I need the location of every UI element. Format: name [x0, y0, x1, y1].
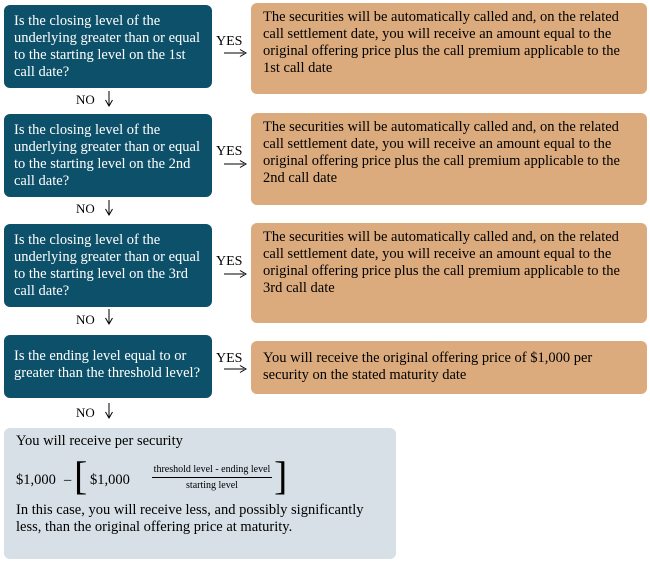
yes-arrow-1 [224, 48, 250, 58]
final-outcome-box [4, 428, 396, 559]
formula-minus: – [64, 472, 72, 488]
yes-arrow-2 [224, 159, 250, 169]
yes-label-4: YES [216, 351, 243, 366]
yes-arrow-3 [224, 269, 250, 279]
no-label-1: NO [76, 92, 95, 107]
no-arrow-2 [104, 200, 114, 216]
final-conclusion: In this case, you will receive less, and possibly significantly less, than the original offering price at maturity. [16, 502, 364, 535]
formula-left-bracket: [ [74, 453, 88, 498]
outcome-box-3: The securities will be automatically called and, on the related call settlement date, you will receive an amount equal to the original offering price plus the call premium applicable to the 3rd call date [251, 223, 647, 323]
yes-label-2: YES [216, 144, 243, 159]
formula-amount-outer: $1,000 [16, 472, 56, 488]
no-label-4: NO [76, 405, 95, 420]
yes-arrow-4 [224, 364, 250, 374]
no-arrow-1 [104, 91, 114, 107]
no-label-2: NO [76, 201, 95, 216]
outcome-box-1: The securities will be automatically called and, on the related call settlement date, you will receive an amount equal to the original offering price plus the call premium applicable to the 1st call date [251, 3, 647, 94]
formula-fraction-bar [152, 477, 272, 478]
outcome-box-2: The securities will be automatically called and, on the related call settlement date, you will receive an amount equal to the original offering price plus the call premium applicable to the 2nd call date [251, 113, 647, 205]
question-box-3: Is the closing level of the underlying greater than or equal to the starting level on the 3rd call date? [4, 224, 212, 307]
yes-label-1: YES [216, 34, 243, 49]
final-intro: You will receive per security [16, 433, 183, 449]
no-label-3: NO [76, 312, 95, 327]
question-box-2: Is the closing level of the underlying greater than or equal to the starting level on the 2nd call date? [4, 114, 212, 197]
formula-amount-inner: $1,000 [90, 472, 130, 488]
no-arrow-4 [104, 403, 114, 419]
payout-formula [16, 453, 386, 498]
yes-label-3: YES [216, 254, 243, 269]
formula-numerator: threshold level - ending level [153, 464, 271, 475]
formula-denominator: starting level [186, 480, 238, 491]
question-box-1: Is the closing level of the underlying greater than or equal to the starting level on the 1st call date? [4, 5, 212, 88]
question-box-4: Is the ending level equal to or greater than the threshold level? [4, 335, 212, 398]
formula-right-bracket: ] [274, 453, 288, 498]
outcome-box-4: You will receive the original offering price of $1,000 per security on the stated maturity date [251, 341, 647, 394]
no-arrow-3 [104, 309, 114, 325]
